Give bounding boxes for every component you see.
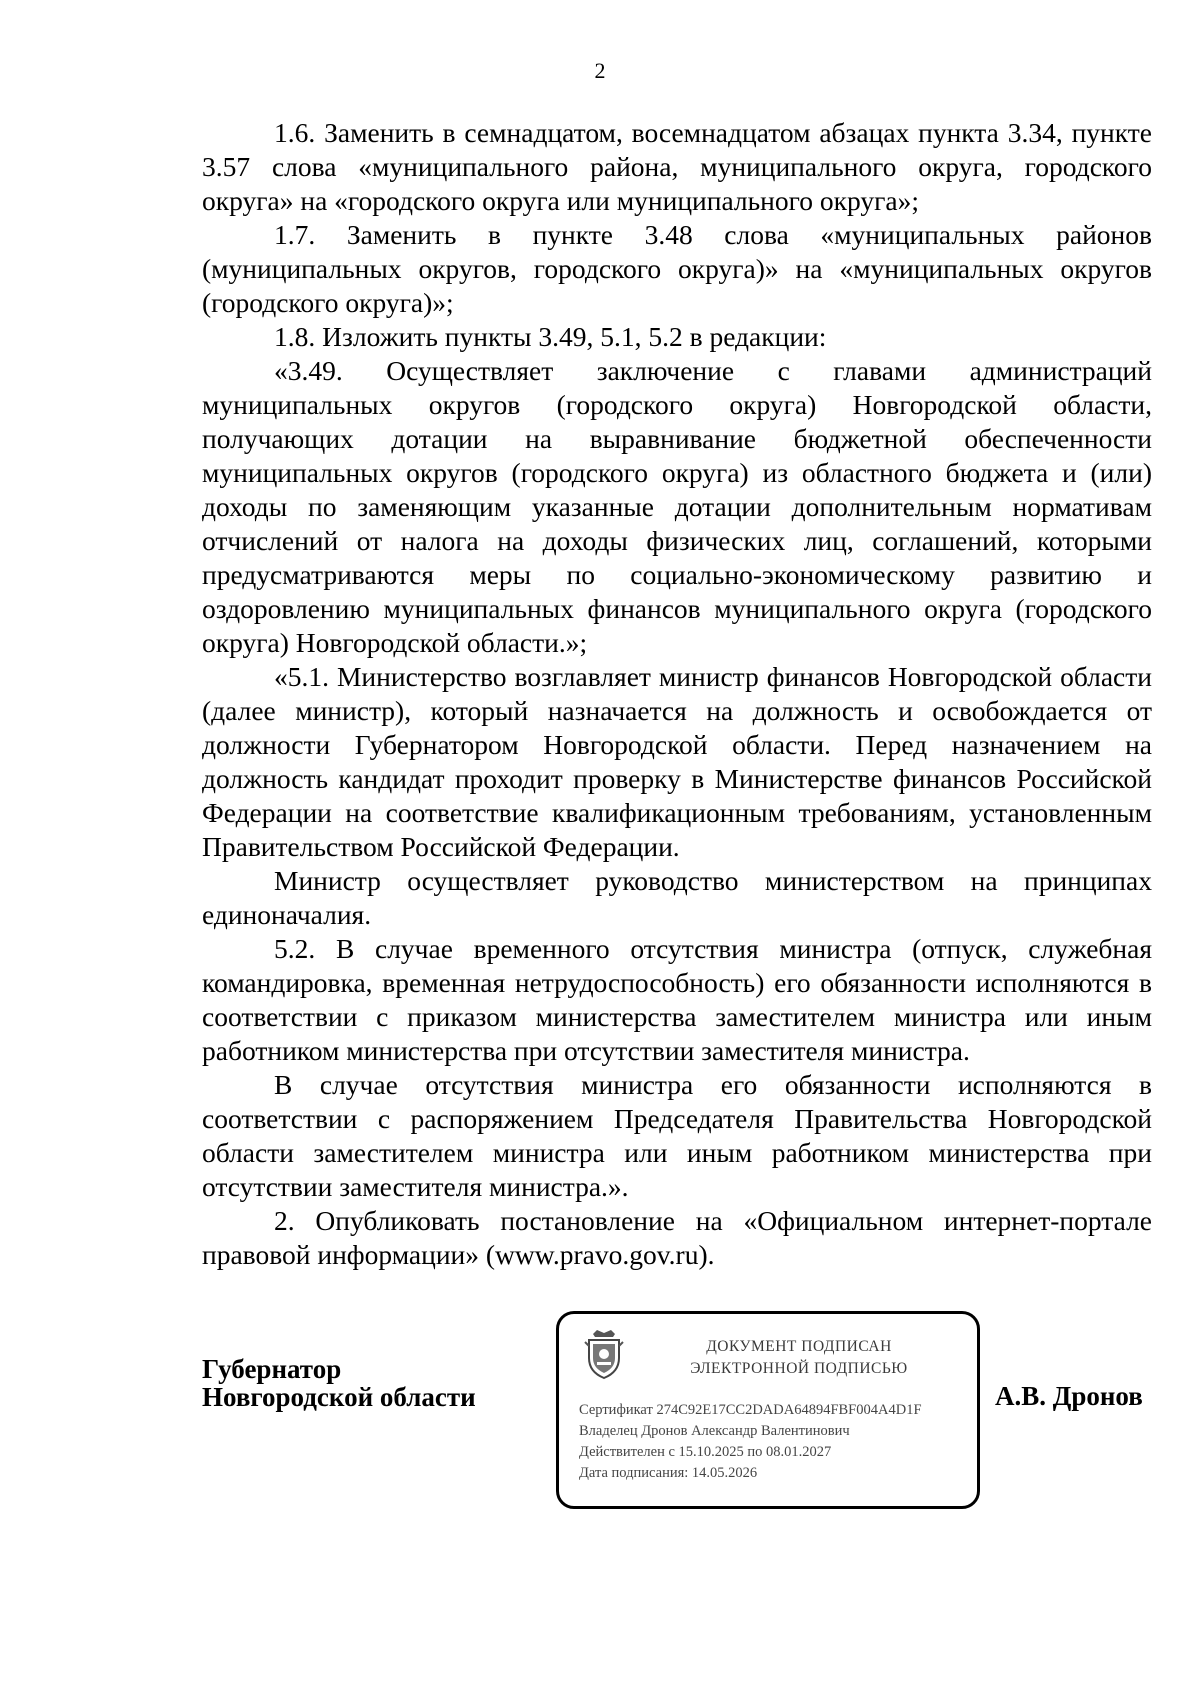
paragraph-3-49: «3.49. Осуществляет заключение с главами администраций муниципальных округов (городского округа) Новгородской области, получающих дотации на выравнивание бюджетной обеспеченности муниципальных округов (городского округа) из областного бюджета и (или) доходы по заменяющим указанные дотации дополнительным нормативам отчислений от налога на доходы физических лиц, соглашений, которыми предусматриваются меры по социально-экономическому развитию и оздоровлению муниципальных финансов муниципального округа (городского округа) Новгородской области.»; (202, 355, 1152, 658)
page-number: 2 (594, 58, 606, 83)
signer-title (202, 1355, 476, 1411)
certificate-line: Сертификат 274C92E17CC2DADA64894FBF004A4D1F (579, 1402, 922, 1418)
signer-title-line1: Губернатор (202, 1354, 342, 1384)
paragraph-1-7: 1.7. Заменить в пункте 3.48 слова «муниципальных районов (муниципальных округов, городского округа)» на «муниципальных округов (городского округа)»; (202, 219, 1152, 318)
paragraph-absence: В случае отсутствия министра его обязанности исполняются в соответствии с распоряжением Председателя Правительства Новгородской области заместителем министра или иным работником министерства при отсутствии заместителя министра.». (202, 1069, 1152, 1202)
validity-line: Действителен с 15.10.2025 по 08.01.2027 (579, 1444, 832, 1460)
signed-date-line: Дата подписания: 14.05.2026 (579, 1465, 758, 1481)
paragraph-2-publish: 2. Опубликовать постановление на «Официальном интернет-портале правовой информации» (www.pravo.gov.ru). (202, 1205, 1152, 1270)
signer-name: А.В. Дронов (995, 1381, 1143, 1411)
paragraph-1-6: 1.6. Заменить в семнадцатом, восемнадцатом абзацах пункта 3.34, пункте 3.57 слова «муниципального района, муниципального округа, городского округа» на «городского округа или муниципального округа»; (202, 117, 1152, 216)
stamp-header-line2: ЭЛЕКТРОННОЙ ПОДПИСЬЮ (690, 1360, 908, 1377)
stamp-details (579, 1400, 979, 1484)
paragraph-5-2: 5.2. В случае временного отсутствия министра (отпуск, служебная командировка, временная нетрудоспособность) его обязанности исполняются в соответствии с приказом министерства заместителем министра или иным работником министерства при отсутствии заместителя министра. (202, 933, 1152, 1066)
paragraph-1-8: 1.8. Изложить пункты 3.49, 5.1, 5.2 в редакции: (274, 321, 827, 352)
coat-of-arms-icon (583, 1328, 625, 1380)
paragraph-minister-leadership: Министр осуществляет руководство министерством на принципах единоначалия. (202, 865, 1152, 930)
owner-line: Владелец Дронов Александр Валентинович (579, 1423, 850, 1439)
stamp-header-line1: ДОКУМЕНТ ПОДПИСАН (706, 1338, 892, 1355)
electronic-signature-stamp (556, 1311, 980, 1509)
paragraph-5-1: «5.1. Министерство возглавляет министр финансов Новгородской области (далее министр), который назначается на должность и освобождается от должности Губернатором Новгородской области. Перед назначением на должность кандидат проходит проверку в Министерстве финансов Российской Федерации на соответствие квалификационным требованиям, установленным Правительством Российской Федерации. (202, 661, 1152, 862)
signer-title-line2: Новгородской области (202, 1382, 476, 1412)
stamp-header (649, 1336, 949, 1380)
document-body (202, 116, 1152, 1272)
